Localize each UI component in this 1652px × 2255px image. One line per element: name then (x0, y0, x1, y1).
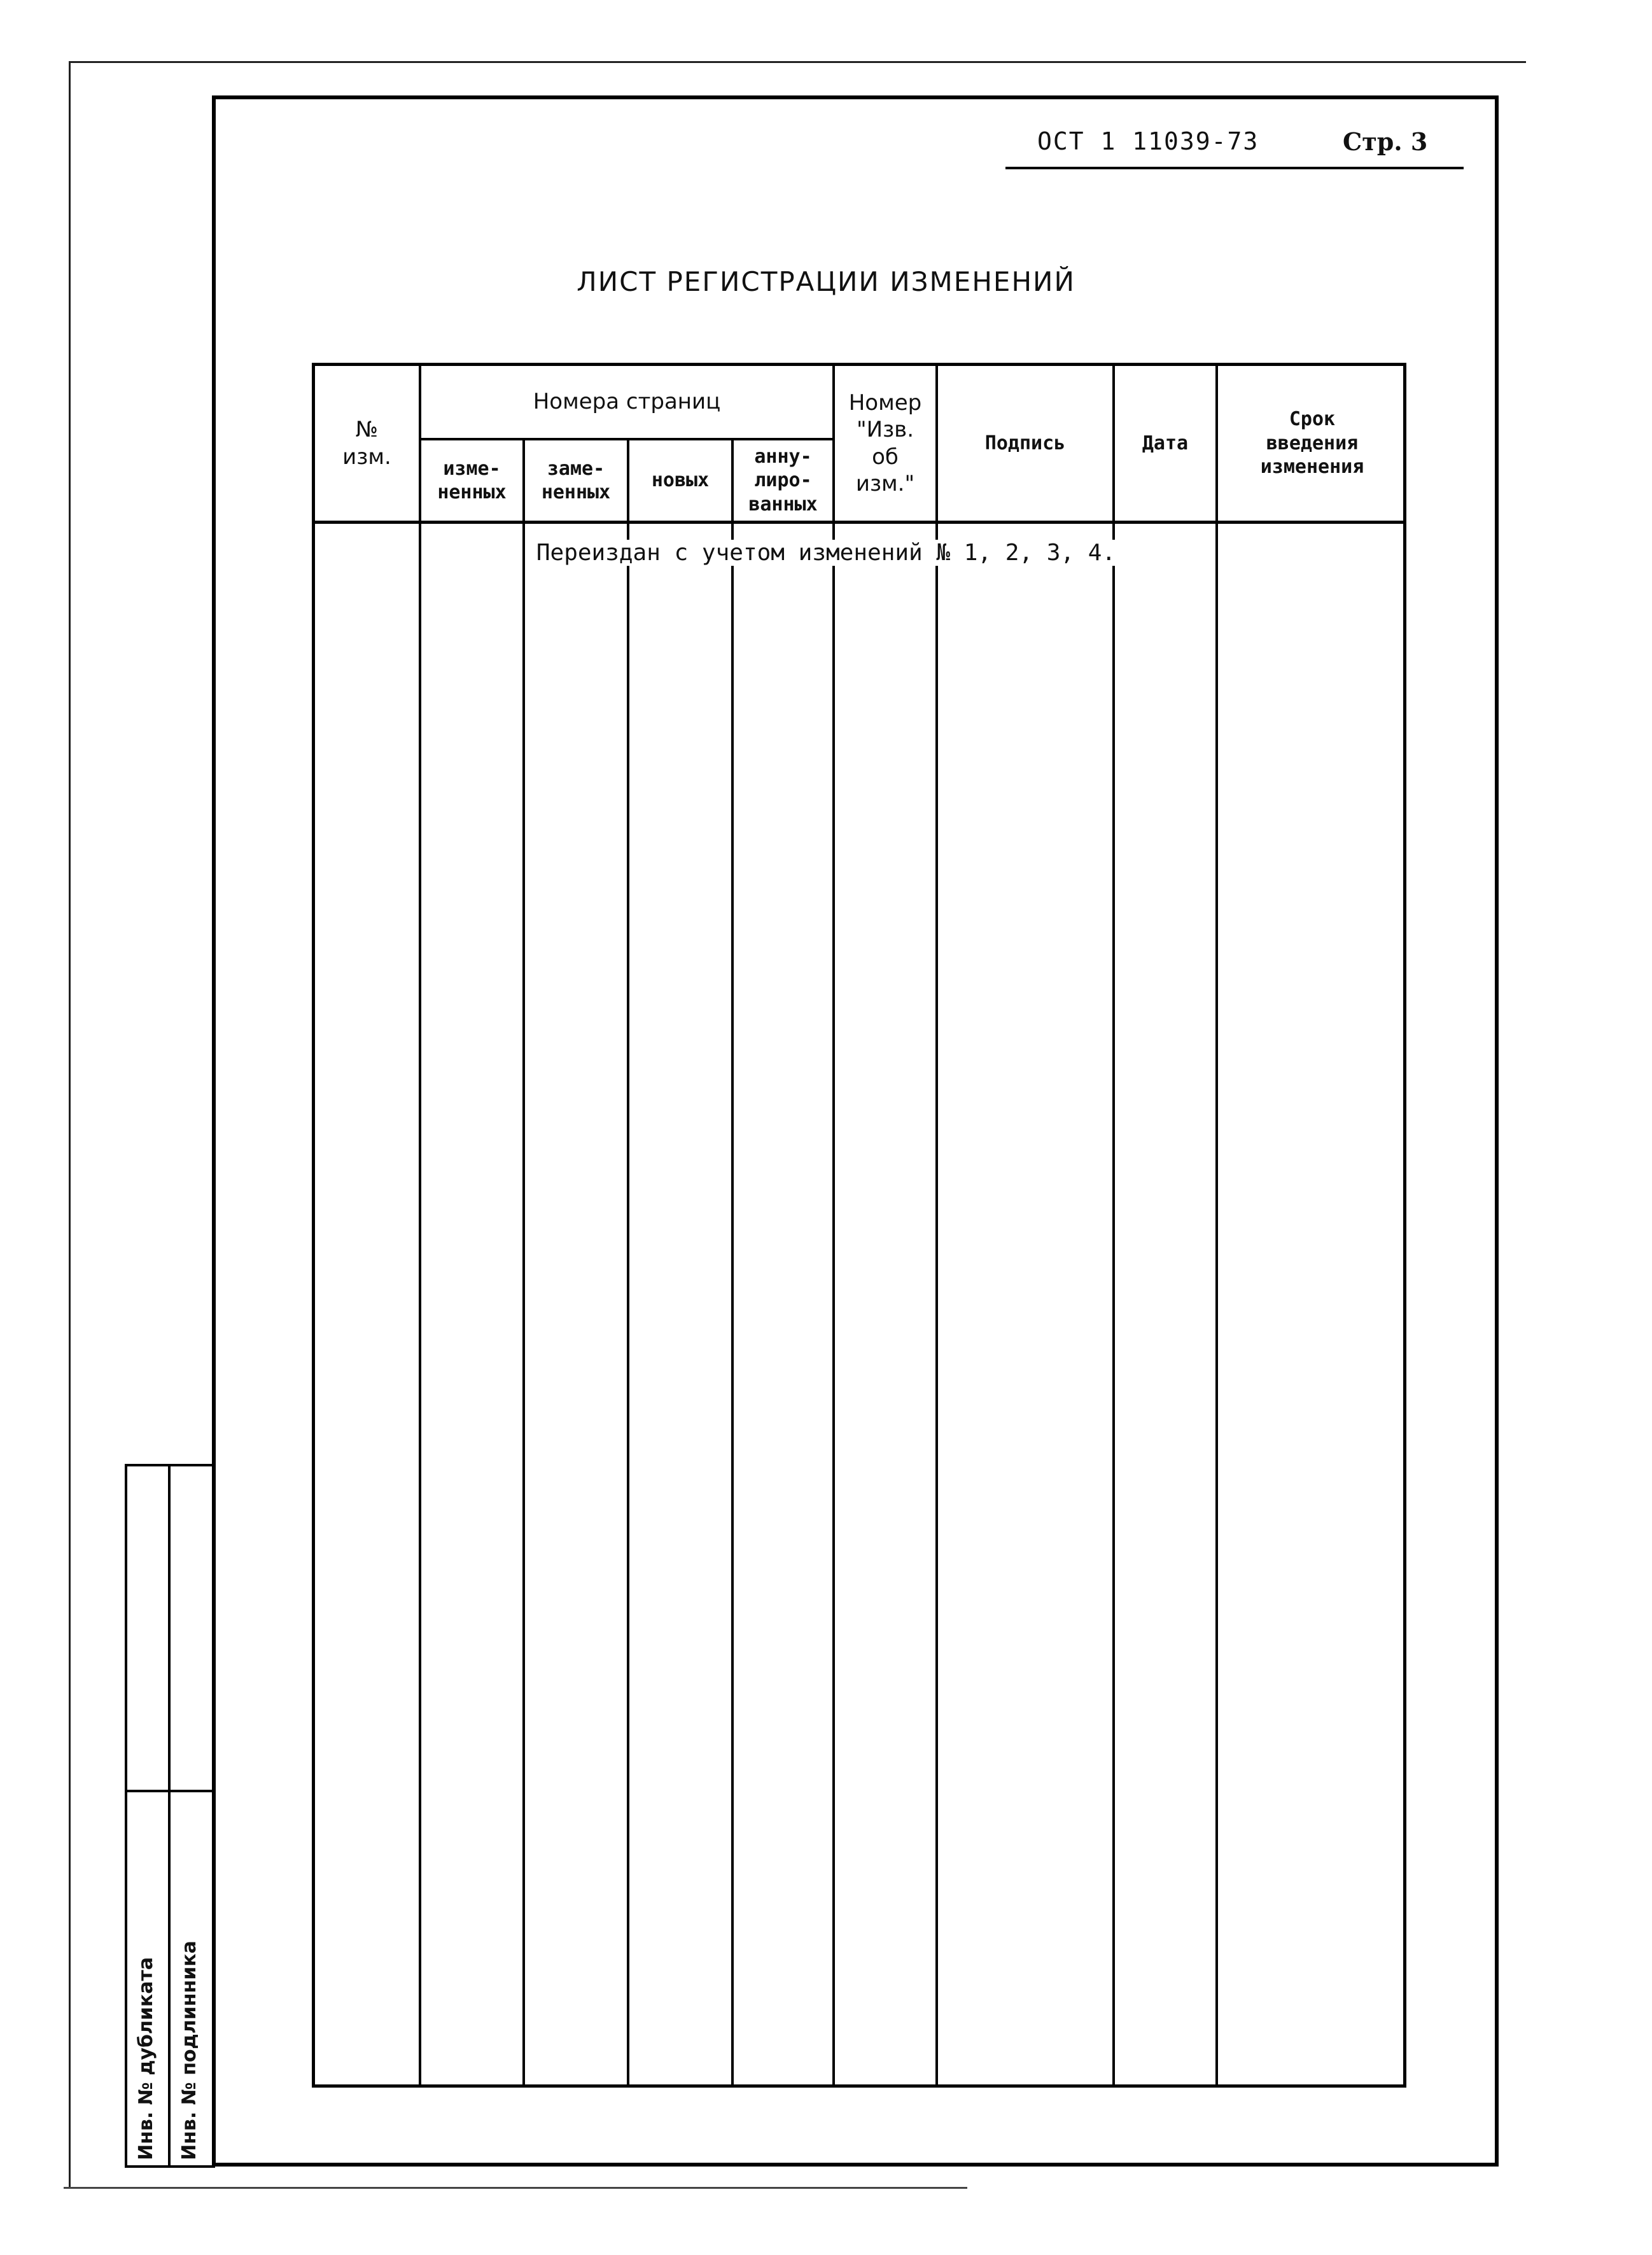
reissue-note (0, 540, 1652, 566)
header-replaced: заме- ненных (541, 457, 611, 503)
col-divider (731, 439, 734, 2084)
stamp-divider (168, 1466, 171, 2165)
header-notice-no: Номер "Изв. об изм." (848, 390, 922, 496)
sheet-bottom-line (64, 2187, 967, 2189)
header-annulled: анну- лиро- ванных (748, 445, 818, 516)
duplicate-inventory-label: Инв. № дубликата (135, 1956, 157, 2160)
sheet-left-line (69, 61, 71, 2187)
header-changed: изме- ненных (437, 457, 507, 503)
page-title: ЛИСТ РЕГИСТРАЦИИ ИЗМЕНЕНИЙ (577, 266, 1075, 297)
header-change-no: № изм. (342, 417, 391, 470)
col-divider (522, 439, 525, 2084)
document-designation: ОСТ 1 11039-73 (1037, 127, 1259, 155)
col-divider (935, 366, 938, 2084)
header-bottom-line (315, 521, 1403, 524)
header-new: новых (651, 469, 710, 492)
header-date: Дата (1142, 432, 1189, 454)
inventory-stamp (125, 1464, 215, 2168)
reissue-note-text: Переиздан с учетом изменений № 1, 2, 3, 4. (530, 540, 1122, 566)
original-inventory-label: Инв. № подлинника (178, 1941, 200, 2160)
col-divider (832, 366, 835, 2084)
change-registration-table (312, 363, 1406, 2088)
header-underline (1005, 167, 1464, 169)
col-divider (627, 439, 629, 2084)
header-page-numbers: Номера страниц (533, 389, 721, 415)
col-divider (1215, 366, 1218, 2084)
sheet-top-line (69, 61, 1526, 63)
header-effective-date: Срок введения изменения (1260, 408, 1364, 479)
page-number: Стр. 3 (1343, 127, 1428, 156)
col-divider (1112, 366, 1115, 2084)
header-signature: Подпись (984, 432, 1066, 454)
col-divider (419, 366, 421, 2084)
stamp-divider (127, 1790, 213, 1792)
